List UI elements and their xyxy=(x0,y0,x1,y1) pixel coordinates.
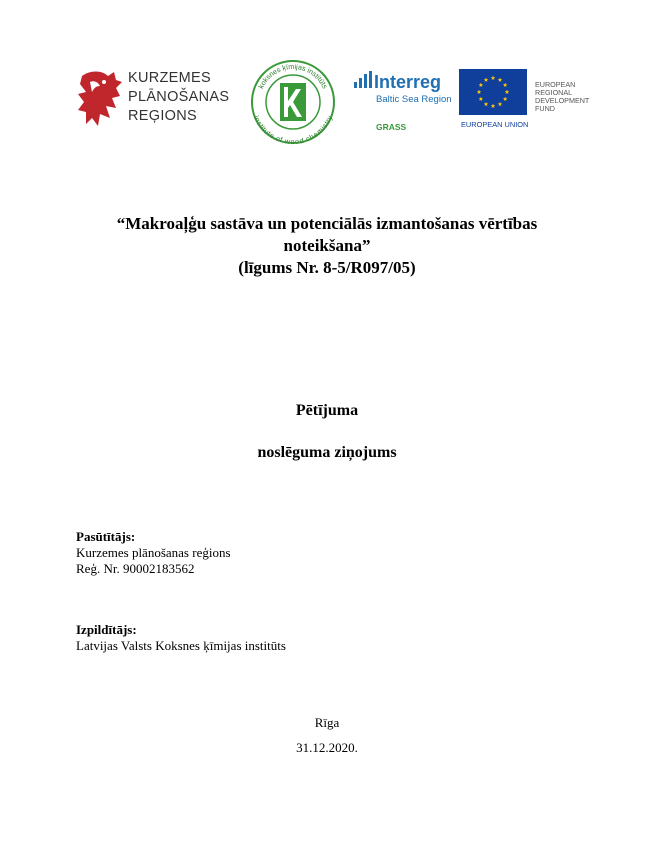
eu-fund-line3: DEVELOPMENT xyxy=(535,96,590,105)
red-lion-icon xyxy=(76,68,126,130)
client-name: Kurzemes plānošanas reģions xyxy=(76,545,231,560)
contractor-label: Izpildītājs: xyxy=(76,622,137,637)
kpr-line3: REĢIONS xyxy=(128,108,197,124)
lvkki-arc-bottom: institute of wood chemistry xyxy=(251,114,335,145)
client-block xyxy=(76,529,231,577)
eu-fund-line4: FUND xyxy=(535,104,555,113)
interreg-logo xyxy=(352,68,460,134)
interreg-mark-icon xyxy=(352,68,460,134)
eu-fund-line2: REGIONAL xyxy=(535,88,573,97)
contractor-block xyxy=(76,622,286,654)
report-heading-line2: noslēguma ziņojums xyxy=(257,444,397,461)
lvkki-seal-icon xyxy=(250,59,336,145)
document-title-line2: noteikšana” xyxy=(283,236,371,255)
client-reg-number: Reģ. Nr. 90002183562 xyxy=(76,561,195,576)
date: 31.12.2020. xyxy=(296,740,358,755)
contractor-name: Latvijas Valsts Koksnes ķīmijas institūts xyxy=(76,638,286,653)
client-label: Pasūtītājs: xyxy=(76,529,136,544)
eu-flag-icon xyxy=(459,69,591,131)
kpr-line2: PLĀNOŠANAS xyxy=(128,89,230,105)
interreg-name: Interreg xyxy=(374,72,442,92)
eu-erdf-logo xyxy=(459,69,591,131)
kpr-line1: KURZEMES xyxy=(128,70,211,86)
eu-fund-line1: EUROPEAN xyxy=(535,80,576,89)
contract-number: (līgums Nr. 8-5/R097/05) xyxy=(238,258,416,277)
wood-chemistry-institute-logo xyxy=(250,59,336,145)
eu-caption: EUROPEAN UNION xyxy=(461,120,529,129)
kpr-logo-text xyxy=(128,69,229,126)
lvkki-arc-top: koksnes ķīmijas institūts xyxy=(256,61,330,91)
place: Rīga xyxy=(314,715,340,730)
document-title-line1: “Makroaļģu sastāva un potenciālās izmantošanas vērtības xyxy=(116,214,538,233)
report-heading-line1: Pētījuma xyxy=(295,402,359,419)
interreg-project: GRASS xyxy=(376,122,407,132)
interreg-region: Baltic Sea Region xyxy=(376,94,452,105)
